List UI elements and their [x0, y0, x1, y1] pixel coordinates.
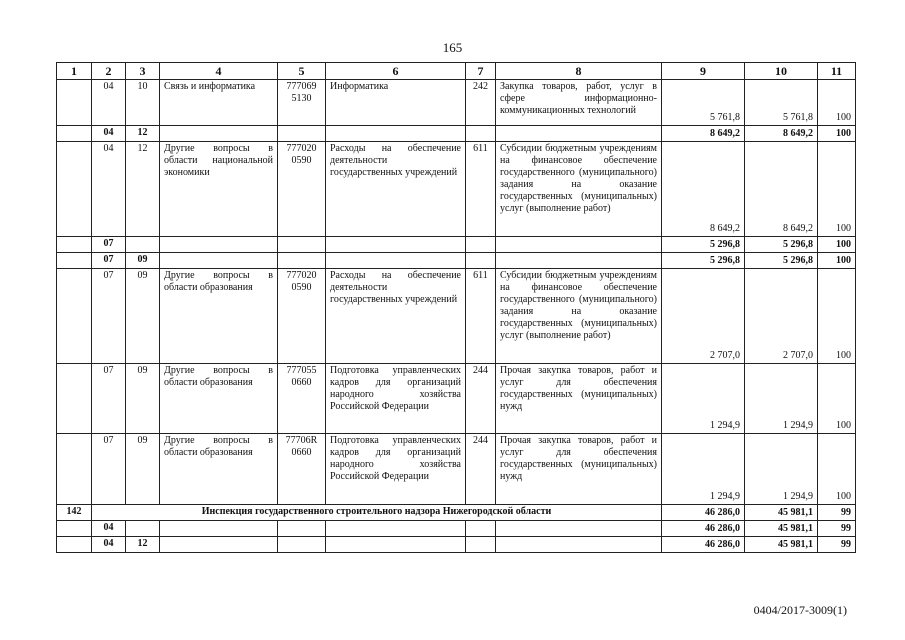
table-cell: 100	[818, 434, 856, 505]
table-cell: 07	[92, 434, 126, 505]
table-cell	[496, 237, 662, 253]
table-cell: 46 286,0	[662, 521, 745, 537]
table-cell: 777020 0590	[278, 142, 326, 237]
table-cell	[57, 537, 92, 553]
table-cell: 07	[92, 253, 126, 269]
header-cell: 6	[326, 63, 466, 80]
table-cell	[57, 364, 92, 434]
table-cell: 777069 5130	[278, 80, 326, 126]
table-cell: 46 286,0	[662, 537, 745, 553]
header-cell: 4	[160, 63, 278, 80]
document-code: 0404/2017-3009(1)	[753, 603, 847, 617]
table-cell	[466, 126, 496, 142]
budget-table	[56, 62, 856, 553]
table-cell	[466, 521, 496, 537]
table-cell: 611	[466, 269, 496, 364]
table-cell	[496, 126, 662, 142]
table-cell	[496, 537, 662, 553]
table-cell: 5 296,8	[745, 237, 818, 253]
header-cell: 11	[818, 63, 856, 80]
table-cell: Закупка товаров, работ, услуг в сфере информационно-коммуникационных технологий	[496, 80, 662, 126]
table-cell: 100	[818, 126, 856, 142]
table-cell	[160, 521, 278, 537]
header-cell: 9	[662, 63, 745, 80]
table-cell: 77706R 0660	[278, 434, 326, 505]
table-cell	[278, 537, 326, 553]
table-cell	[466, 537, 496, 553]
table-cell: 07	[92, 364, 126, 434]
table-cell: 2 707,0	[662, 269, 745, 364]
table-row	[57, 269, 856, 364]
table-cell: 09	[126, 364, 160, 434]
table-cell: Другие вопросы в области национальной экономики	[160, 142, 278, 237]
table-cell	[57, 521, 92, 537]
table-cell	[57, 126, 92, 142]
table-cell: 09	[126, 253, 160, 269]
table-cell: Расходы на обеспечение деятельности государственных учреждений	[326, 142, 466, 237]
table-cell	[326, 521, 466, 537]
table-cell: 09	[126, 434, 160, 505]
table-cell: 242	[466, 80, 496, 126]
table-cell: 777055 0660	[278, 364, 326, 434]
table-cell: Информатика	[326, 80, 466, 126]
table-cell: 100	[818, 237, 856, 253]
table-cell	[466, 237, 496, 253]
table-cell: 5 296,8	[745, 253, 818, 269]
table-cell: Прочая закупка товаров, работ и услуг для обеспечения государственных (муниципальных) нужд	[496, 434, 662, 505]
header-cell: 8	[496, 63, 662, 80]
table-cell	[326, 126, 466, 142]
header-cell: 7	[466, 63, 496, 80]
table-cell: 8 649,2	[662, 142, 745, 237]
table-cell: Субсидии бюджетным учреждениям на финансовое обеспечение государственного (муниципального) задания на оказание государственных (муниципальных) услуг (выполнение работ)	[496, 142, 662, 237]
table-cell: 04	[92, 521, 126, 537]
table-cell: 07	[92, 269, 126, 364]
table-cell: Другие вопросы в области образования	[160, 434, 278, 505]
table-cell: 45 981,1	[745, 505, 818, 521]
table-cell: 10	[126, 80, 160, 126]
table-cell: 100	[818, 80, 856, 126]
table-cell: 244	[466, 434, 496, 505]
header-cell: 5	[278, 63, 326, 80]
table-row	[57, 142, 856, 237]
table-cell	[326, 253, 466, 269]
table-cell: 611	[466, 142, 496, 237]
table-cell: Прочая закупка товаров, работ и услуг для обеспечения государственных (муниципальных) нужд	[496, 364, 662, 434]
table-cell	[57, 269, 92, 364]
table-cell: Связь и информатика	[160, 80, 278, 126]
table-cell: 5 761,8	[745, 80, 818, 126]
table-cell: 142	[57, 505, 92, 521]
table-cell	[278, 237, 326, 253]
table-row	[57, 364, 856, 434]
table-cell	[160, 237, 278, 253]
table-cell	[57, 253, 92, 269]
table-row	[57, 521, 856, 537]
table-cell: 12	[126, 126, 160, 142]
table-cell: 777020 0590	[278, 269, 326, 364]
table-cell: 1 294,9	[662, 364, 745, 434]
table-cell: 100	[818, 269, 856, 364]
table-cell: Другие вопросы в области образования	[160, 364, 278, 434]
table-cell: Субсидии бюджетным учреждениям на финансовое обеспечение государственного (муниципального) задания на оказание государственных (муниципальных) услуг (выполнение работ)	[496, 269, 662, 364]
table-cell: Расходы на обеспечение деятельности государственных учреждений	[326, 269, 466, 364]
table-cell: 07	[92, 237, 126, 253]
header-cell: 3	[126, 63, 160, 80]
table-row	[57, 237, 856, 253]
table-cell: 04	[92, 126, 126, 142]
table-row	[57, 126, 856, 142]
agency-row	[57, 505, 856, 521]
table-cell	[326, 537, 466, 553]
table-cell	[496, 521, 662, 537]
table-cell: 12	[126, 142, 160, 237]
table-cell: 100	[818, 253, 856, 269]
table-row	[57, 537, 856, 553]
table-body	[57, 63, 856, 553]
table-cell: 99	[818, 521, 856, 537]
table-cell: 8 649,2	[662, 126, 745, 142]
table-cell	[160, 537, 278, 553]
table-cell: 8 649,2	[745, 126, 818, 142]
table-cell: 46 286,0	[662, 505, 745, 521]
table-cell	[496, 253, 662, 269]
table-cell: 2 707,0	[745, 269, 818, 364]
table-cell: Инспекция государственного строительного надзора Нижегородской области	[92, 505, 662, 521]
table-cell: 09	[126, 269, 160, 364]
table-row	[57, 253, 856, 269]
header-cell: 10	[745, 63, 818, 80]
table-cell: Другие вопросы в области образования	[160, 269, 278, 364]
table-cell	[57, 434, 92, 505]
table-cell: 5 296,8	[662, 237, 745, 253]
table-cell: 1 294,9	[745, 364, 818, 434]
table-cell: 45 981,1	[745, 537, 818, 553]
table-cell	[466, 253, 496, 269]
table-cell	[160, 253, 278, 269]
table-cell	[126, 521, 160, 537]
table-cell: 8 649,2	[745, 142, 818, 237]
table-cell: 04	[92, 142, 126, 237]
table-cell: 45 981,1	[745, 521, 818, 537]
table-cell	[57, 142, 92, 237]
table-cell: 100	[818, 364, 856, 434]
table-cell: 12	[126, 537, 160, 553]
page-number: 165	[442, 40, 463, 55]
table-cell: Подготовка управленческих кадров для организаций народного хозяйства Российской Федерации	[326, 434, 466, 505]
header-row	[57, 63, 856, 80]
table-row	[57, 434, 856, 505]
header-cell: 1	[57, 63, 92, 80]
table-cell: 99	[818, 505, 856, 521]
table-cell: 04	[92, 80, 126, 126]
table-cell: Подготовка управленческих кадров для организаций народного хозяйства Российской Федерации	[326, 364, 466, 434]
table-cell: 5 761,8	[662, 80, 745, 126]
table-cell: 04	[92, 537, 126, 553]
table-cell	[278, 253, 326, 269]
table-cell	[160, 126, 278, 142]
table-cell	[278, 126, 326, 142]
table-cell: 1 294,9	[745, 434, 818, 505]
table-cell: 99	[818, 537, 856, 553]
table-cell: 100	[818, 142, 856, 237]
table-cell: 1 294,9	[662, 434, 745, 505]
table-cell	[57, 80, 92, 126]
table-cell: 5 296,8	[662, 253, 745, 269]
table-cell	[126, 237, 160, 253]
table-cell	[326, 237, 466, 253]
table-row	[57, 80, 856, 126]
table-cell	[278, 521, 326, 537]
table-cell: 244	[466, 364, 496, 434]
table-cell	[57, 237, 92, 253]
header-cell: 2	[92, 63, 126, 80]
